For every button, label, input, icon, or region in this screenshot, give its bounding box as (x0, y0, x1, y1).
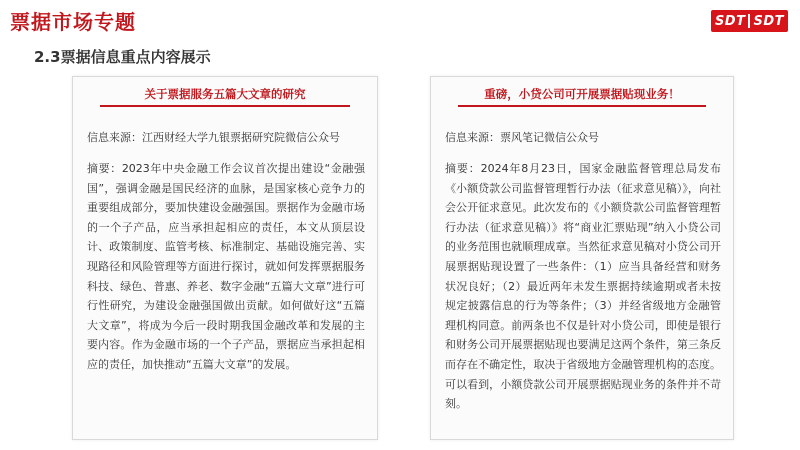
article-card-right (430, 76, 734, 440)
section-subtitle: 2.3票据信息重点内容展示 (34, 48, 211, 66)
logo-divider (748, 14, 750, 28)
article-source: 信息来源：江西财经大学九银票据研究院微信公众号 (87, 131, 340, 144)
article-title: 关于票据服务五篇大文章的研究 (100, 86, 349, 107)
article-source: 信息来源：票风笔记微信公众号 (445, 131, 599, 144)
article-card-left (72, 76, 378, 440)
article-title: 重磅，小贷公司可开展票据贴现业务！ (458, 86, 706, 107)
page-title: 票据市场专题 (10, 10, 136, 34)
logo-text-right: SDT (753, 13, 784, 29)
article-abstract: 摘要：2023年中央金融工作会议首次提出建设“金融强国”，强调金融是国民经济的血脉，是国家核心竞争力的重要组成部分，要加快建设金融强国。票据作为金融市场的一个子产品，应当承担起相应的责任，本文从顶层设计、政策制度、监管考核、标准制定、基础设施完善、实现路径和风险管理等方面进行探讨，就如何发挥票据服务科技、绿色、普惠、养老、数字金融“五篇大文章”进行可行性研究，为建设金融强国做出贡献。如何做好这“五篇大文章”，将成为今后一段时期我国金融改革和发展的主要内容。作为金融市场的一个子产品，票据应当承担起相应的责任，加快推动“五篇大文章”的发展。 (87, 162, 365, 371)
logo-text-left: SDT (714, 13, 746, 29)
brand-logo (711, 10, 788, 32)
article-abstract: 摘要：2024年8月23日，国家金融监督管理总局发布《小额贷款公司监督管理暂行办法（征求意见稿）》，向社会公开征求意见。此次发布的《小额贷款公司监督管理暂行办法（征求意见稿）》将“商业汇票贴现”纳入小贷公司的业务范围也就顺理成章。当然征求意见稿对小贷公司开展票据贴现设置了一些条件：（1）应当具备经营和财务状况良好；（2）最近两年未发生票据持续逾期或者未按规定披露信息的行为等条件；（3）并经省级地方金融管理机构同意。前两条也不仅是针对小贷公司，即使是银行和财务公司开展票据贴现也要满足这两个条件，第三条反而存在不确定性，取决于省级地方金融管理机构的态度。可以看到，小额贷款公司开展票据贴现业务的条件并不苛刻。 (445, 162, 721, 411)
